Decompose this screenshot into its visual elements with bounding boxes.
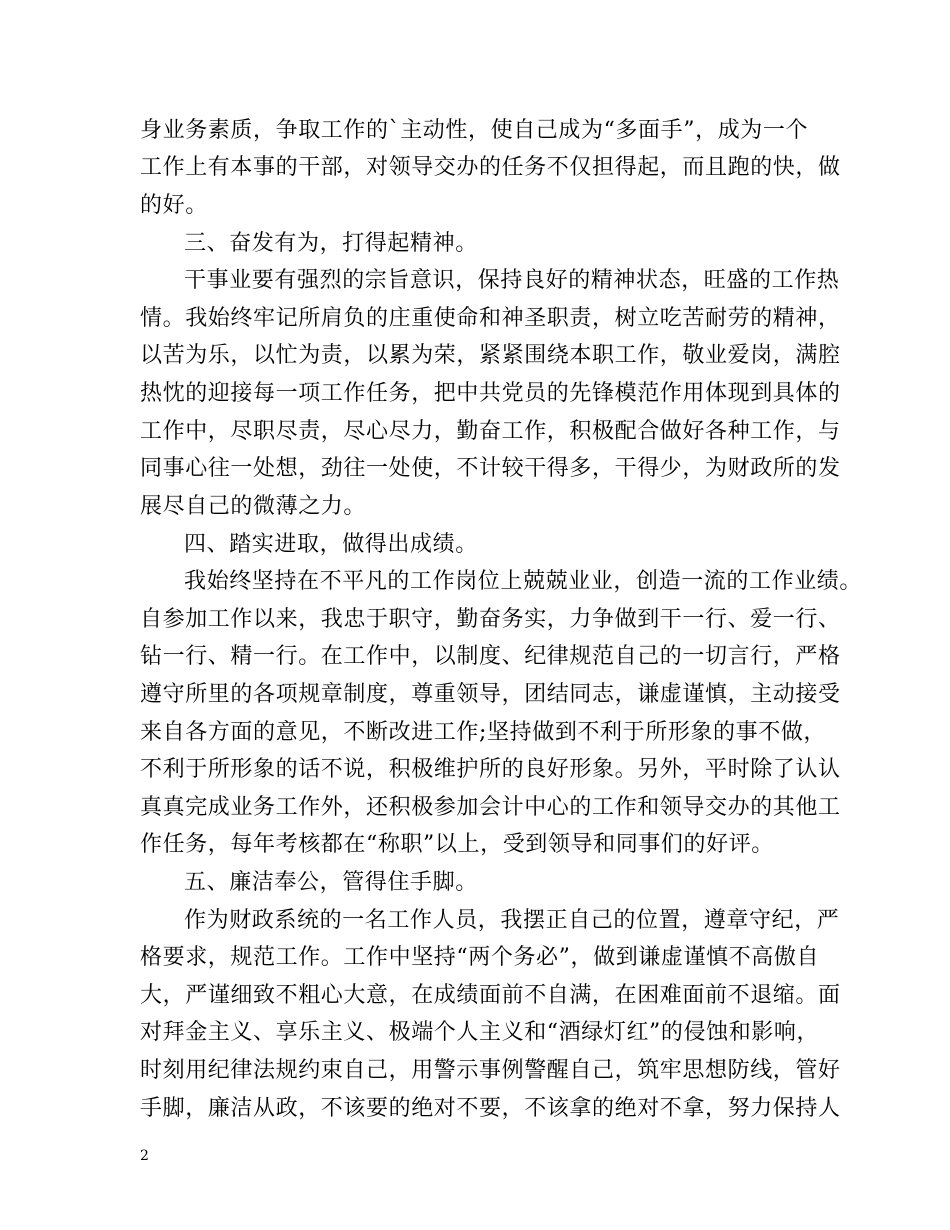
text-line: 干事业要有强烈的宗旨意识，保持良好的精神状态，旺盛的工作热 bbox=[184, 268, 840, 293]
text-line: 真真完成业务工作外，还积极参加会计中心的工作和领导交办的其他工 bbox=[140, 795, 841, 820]
text-line: 自参加工作以来，我忠于职守，勤奋务实，力争做到干一行、爱一行、 bbox=[140, 607, 841, 632]
text-line: 情。我始终牢记所肩负的庄重使命和神圣职责，树立吃苦耐劳的精神， bbox=[140, 306, 841, 331]
text-line: 我始终坚持在不平凡的工作岗位上兢兢业业，创造一流的工作业绩。 bbox=[184, 569, 863, 594]
section-heading: 五、廉洁奉公，管得住手脚。 bbox=[184, 870, 478, 895]
text-line: 工作中，尽职尽责，尽心尽力，勤奋工作，积极配合做好各种工作，与 bbox=[140, 419, 841, 444]
text-line: 同事心往一处想，劲往一处使，不计较干得多，干得少，为财政所的发 bbox=[140, 456, 841, 481]
section-heading: 三、奋发有为，打得起精神。 bbox=[184, 231, 478, 256]
text-line: 作为财政系统的一名工作人员，我摆正自己的位置，遵章守纪，严 bbox=[184, 908, 840, 933]
text-line: 遵守所里的各项规章制度，尊重领导，团结同志，谦虚谨慎，主动接受 bbox=[140, 682, 841, 707]
text-line: 身业务素质，争取工作的`主动性，使自己成为“多面手”，成为一个 bbox=[140, 118, 809, 143]
text-line: 手脚，廉洁从政，不该要的绝对不要，不该拿的绝对不拿，努力保持人 bbox=[140, 1096, 841, 1121]
text-line: 钻一行、精一行。在工作中，以制度、纪律规范自己的一切言行，严格 bbox=[140, 644, 841, 669]
section-heading: 四、踏实进取，做得出成绩。 bbox=[184, 532, 478, 557]
text-line: 来自各方面的意见，不断改进工作;坚持做到不利于所形象的事不做， bbox=[140, 720, 827, 745]
text-line: 作任务，每年考核都在“称职”以上，受到领导和同事们的好评。 bbox=[140, 832, 774, 857]
text-line: 格要求，规范工作。工作中坚持“两个务必”，做到谦虚谨慎不高傲自 bbox=[140, 945, 820, 970]
text-line: 的好。 bbox=[140, 193, 208, 218]
text-line: 时刻用纪律法规约束自己，用警示事例警醒自己，筑牢思想防线，管好 bbox=[140, 1058, 841, 1083]
text-line: 以苦为乐，以忙为责，以累为荣，紧紧围绕本职工作，敬业爱岗，满腔 bbox=[140, 343, 841, 368]
text-line: 热忱的迎接每一项工作任务，把中共党员的先锋模范作用体现到具体的 bbox=[140, 381, 841, 406]
text-line: 大，严谨细致不粗心大意，在成绩面前不自满，在困难面前不退缩。面 bbox=[140, 983, 841, 1008]
page-number: 2 bbox=[140, 1148, 149, 1164]
text-line: 对拜金主义、享乐主义、极端个人主义和“酒绿灯红”的侵蚀和影响， bbox=[140, 1020, 820, 1045]
text-line: 工作上有本事的干部，对领导交办的任务不仅担得起，而且跑的快，做 bbox=[140, 155, 841, 180]
text-line: 不利于所形象的话不说，积极维护所的良好形象。另外，平时除了认认 bbox=[140, 757, 841, 782]
text-line: 展尽自己的微薄之力。 bbox=[140, 494, 367, 519]
